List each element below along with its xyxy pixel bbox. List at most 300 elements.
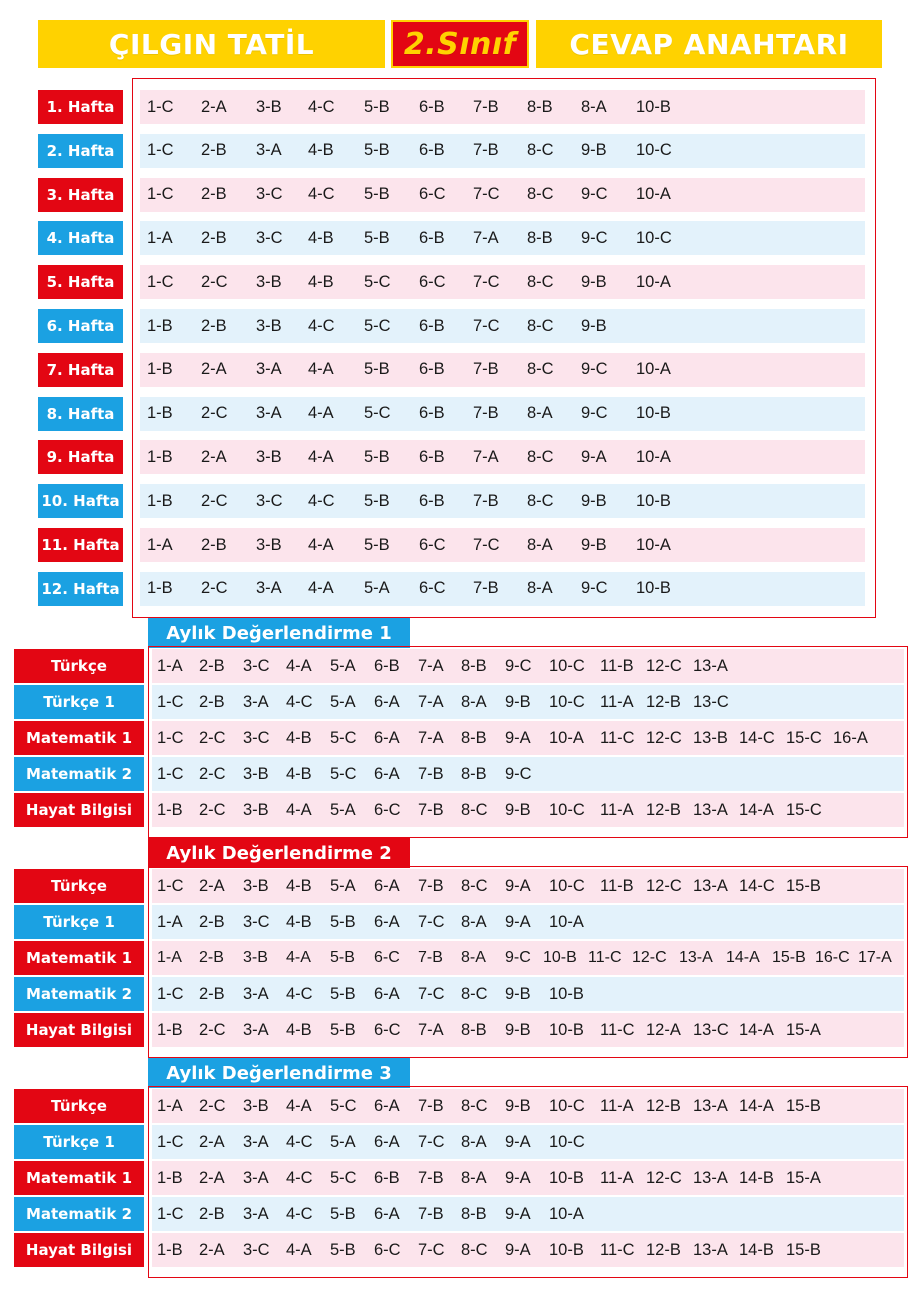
answer: 12-A — [646, 1020, 681, 1039]
answer: 9-A — [505, 1240, 531, 1259]
answer: 8-C — [461, 1096, 488, 1115]
answer: 5-B — [330, 1240, 356, 1259]
answer: 3-C — [256, 228, 283, 247]
answer: 8-A — [527, 579, 553, 598]
answer: 17-A — [858, 949, 892, 966]
answer: 9-C — [505, 656, 532, 675]
answer: 6-B — [374, 1168, 400, 1187]
answer: 3-C — [243, 912, 270, 931]
week-answer-row — [140, 484, 865, 518]
subject-answer-row — [152, 905, 904, 939]
answer: 13-A — [693, 1240, 728, 1259]
answer: 8-C — [527, 272, 554, 291]
answer: 2-B — [201, 185, 227, 204]
answer: 11-C — [600, 728, 635, 747]
answer: 5-A — [330, 876, 356, 895]
answer: 12-C — [646, 656, 682, 675]
answer: 9-B — [581, 141, 607, 160]
answer: 1-C — [157, 1204, 184, 1223]
answer: 5-A — [330, 800, 356, 819]
subject-label: Hayat Bilgisi — [14, 1013, 144, 1047]
answer: 1-A — [157, 949, 182, 966]
answer: 9-A — [581, 447, 607, 466]
answer: 15-B — [772, 949, 806, 966]
header-title: ÇILGIN TATİL — [38, 20, 385, 68]
answer: 5-C — [330, 1096, 357, 1115]
answer: 13-A — [693, 876, 728, 895]
answer: 5-B — [330, 984, 356, 1003]
answer: 1-C — [157, 1132, 184, 1151]
answer: 3-C — [256, 185, 283, 204]
answer: 3-A — [243, 692, 269, 711]
answer: 3-B — [256, 97, 282, 116]
answer: 2-B — [199, 1204, 225, 1223]
answer: 8-C — [527, 447, 554, 466]
answer: 2-B — [199, 692, 225, 711]
answer: 5-A — [364, 579, 390, 598]
answer: 6-A — [374, 876, 400, 895]
answer: 11-A — [600, 1096, 634, 1115]
answer: 7-B — [418, 876, 444, 895]
answer: 6-B — [419, 491, 445, 510]
answer: 7-B — [473, 141, 499, 160]
subject-answer-row — [152, 1197, 904, 1231]
grade-badge: 2.Sınıf — [391, 20, 529, 68]
answer: 2-A — [199, 1168, 225, 1187]
subject-answer-row — [152, 869, 904, 903]
week-label: 11. Hafta — [38, 528, 123, 562]
answer: 15-A — [786, 1168, 821, 1187]
answer: 1-C — [147, 272, 174, 291]
answer: 7-B — [418, 1168, 444, 1187]
answer: 4-C — [286, 692, 313, 711]
answer: 8-A — [461, 1132, 487, 1151]
answer: 5-B — [364, 535, 390, 554]
answer: 9-C — [505, 949, 531, 966]
answer: 7-A — [418, 1020, 444, 1039]
answer: 7-C — [418, 1240, 445, 1259]
answer: 4-B — [286, 912, 312, 931]
answer: 1-B — [157, 1168, 183, 1187]
subject-label: Matematik 2 — [14, 977, 144, 1011]
answer: 4-A — [286, 1240, 312, 1259]
answer: 8-B — [461, 764, 487, 783]
answer: 14-B — [739, 1240, 774, 1259]
answer: 11-C — [600, 1020, 635, 1039]
answer: 3-C — [243, 1240, 270, 1259]
answer: 2-B — [201, 316, 227, 335]
answer: 12-B — [646, 800, 681, 819]
answer: 6-B — [419, 360, 445, 379]
answer: 5-B — [330, 912, 356, 931]
answer: 1-C — [157, 984, 184, 1003]
answer: 10-A — [636, 535, 671, 554]
answer: 5-B — [330, 949, 355, 966]
answer: 10-B — [549, 1240, 584, 1259]
answer: 10-B — [636, 404, 671, 423]
answer: 6-B — [419, 141, 445, 160]
answer: 3-B — [256, 535, 282, 554]
week-label: 7. Hafta — [38, 353, 123, 387]
week-answer-row — [140, 397, 865, 431]
answer: 6-C — [374, 800, 401, 819]
answer: 4-C — [308, 185, 335, 204]
answer: 9-C — [581, 360, 608, 379]
answer: 11-B — [600, 876, 634, 895]
answer: 10-B — [636, 579, 671, 598]
answer: 7-C — [473, 272, 500, 291]
week-label: 3. Hafta — [38, 178, 123, 212]
answer: 9-B — [581, 535, 607, 554]
answer: 6-B — [419, 404, 445, 423]
week-answer-row — [140, 572, 865, 606]
answer: 15-B — [786, 1096, 821, 1115]
answer: 5-C — [364, 316, 391, 335]
answer: 5-C — [364, 404, 391, 423]
answer: 2-B — [201, 535, 227, 554]
answer: 5-B — [330, 1204, 356, 1223]
week-answer-row — [140, 353, 865, 387]
answer: 6-A — [374, 764, 400, 783]
answer: 10-B — [543, 949, 577, 966]
answer: 8-C — [461, 1240, 488, 1259]
answer: 4-B — [308, 228, 334, 247]
answer: 8-C — [461, 984, 488, 1003]
answer: 6-C — [419, 185, 446, 204]
answer: 2-C — [199, 1096, 226, 1115]
answer: 8-B — [461, 1020, 487, 1039]
answer: 6-A — [374, 984, 400, 1003]
answer: 3-A — [256, 404, 282, 423]
monthly-section-title: Aylık Değerlendirme 2 — [148, 838, 410, 868]
answer: 7-B — [473, 360, 499, 379]
answer: 1-A — [157, 1096, 183, 1115]
answer: 8-B — [461, 656, 487, 675]
answer: 9-C — [581, 228, 608, 247]
answer: 8-B — [527, 228, 553, 247]
answer: 10-B — [549, 1020, 584, 1039]
answer: 9-B — [505, 692, 531, 711]
answer: 10-A — [549, 1204, 584, 1223]
answer: 6-C — [374, 949, 400, 966]
answer: 4-C — [286, 1168, 313, 1187]
answer: 6-C — [374, 1020, 401, 1039]
answer: 10-C — [549, 800, 585, 819]
answer: 10-A — [549, 728, 584, 747]
answer: 2-A — [201, 97, 227, 116]
answer: 12-B — [646, 1096, 681, 1115]
answer: 2-B — [201, 141, 227, 160]
answer: 9-C — [581, 579, 608, 598]
answer: 15-C — [786, 728, 822, 747]
answer: 3-A — [256, 579, 282, 598]
answer: 2-C — [201, 404, 228, 423]
answer: 7-C — [473, 316, 500, 335]
subject-label: Matematik 1 — [14, 941, 144, 975]
answer: 1-A — [157, 656, 183, 675]
answer: 1-B — [147, 579, 173, 598]
subject-label: Matematik 1 — [14, 721, 144, 755]
answer: 6-C — [419, 535, 446, 554]
answer: 7-C — [418, 1132, 445, 1151]
answer: 1-B — [147, 404, 173, 423]
answer: 4-B — [286, 1020, 312, 1039]
answer: 7-B — [418, 1204, 444, 1223]
answer: 12-C — [646, 728, 682, 747]
answer: 13-C — [693, 692, 729, 711]
answer: 8-A — [527, 404, 553, 423]
answer: 2-B — [199, 912, 225, 931]
answer: 14-C — [739, 728, 775, 747]
answer: 4-B — [308, 272, 334, 291]
answer: 7-C — [473, 185, 500, 204]
answer: 2-A — [199, 876, 225, 895]
answer: 4-A — [308, 535, 334, 554]
answer: 12-B — [646, 692, 681, 711]
answer: 10-B — [636, 97, 671, 116]
answer: 4-B — [286, 764, 312, 783]
answer: 4-B — [286, 876, 312, 895]
answer: 10-B — [549, 984, 584, 1003]
answer: 1-A — [157, 912, 183, 931]
answer: 3-A — [243, 984, 269, 1003]
answer: 1-C — [157, 876, 184, 895]
answer: 8-B — [527, 97, 553, 116]
subject-answer-row — [152, 793, 904, 827]
answer: 6-B — [419, 97, 445, 116]
answer: 16-A — [833, 728, 868, 747]
answer: 4-A — [308, 404, 334, 423]
answer: 7-B — [473, 579, 499, 598]
answer: 9-B — [505, 984, 531, 1003]
answer: 10-C — [549, 692, 585, 711]
answer: 4-A — [286, 656, 312, 675]
answer: 5-B — [364, 491, 390, 510]
answer: 6-A — [374, 692, 400, 711]
answer: 5-C — [330, 764, 357, 783]
answer: 3-A — [256, 360, 282, 379]
answer: 2-C — [201, 579, 228, 598]
answer: 2-B — [199, 984, 225, 1003]
monthly-section-title: Aylık Değerlendirme 3 — [148, 1058, 410, 1088]
week-label: 6. Hafta — [38, 309, 123, 343]
week-label: 12. Hafta — [38, 572, 123, 606]
answer: 6-C — [419, 272, 446, 291]
subject-label: Matematik 2 — [14, 757, 144, 791]
answer: 11-C — [588, 949, 622, 966]
answer: 1-B — [157, 1240, 183, 1259]
answer: 7-B — [418, 764, 444, 783]
week-label: 1. Hafta — [38, 90, 123, 124]
subject-label: Matematik 2 — [14, 1197, 144, 1231]
answer: 9-A — [505, 876, 531, 895]
answer: 2-C — [199, 728, 226, 747]
answer: 7-C — [473, 535, 500, 554]
answer: 2-A — [201, 360, 227, 379]
answer: 3-B — [243, 949, 268, 966]
answer: 10-C — [636, 228, 672, 247]
answer: 3-B — [243, 876, 269, 895]
answer: 2-C — [201, 491, 228, 510]
answer: 6-A — [374, 912, 400, 931]
answer: 9-B — [581, 316, 607, 335]
header-subtitle: CEVAP ANAHTARI — [536, 20, 882, 68]
answer: 4-C — [286, 984, 313, 1003]
answer: 5-A — [330, 692, 356, 711]
answer: 14-A — [739, 1020, 774, 1039]
answer: 14-B — [739, 1168, 774, 1187]
answer: 9-A — [505, 1168, 531, 1187]
answer: 4-C — [308, 491, 335, 510]
week-answer-row — [140, 309, 865, 343]
week-label: 9. Hafta — [38, 440, 123, 474]
answer: 1-C — [157, 728, 184, 747]
answer: 14-C — [739, 876, 775, 895]
answer: 4-B — [308, 141, 334, 160]
week-answer-row — [140, 265, 865, 299]
answer: 4-B — [286, 728, 312, 747]
answer: 11-C — [600, 1240, 635, 1259]
answer: 13-A — [693, 1168, 728, 1187]
answer: 1-C — [157, 764, 184, 783]
answer: 3-C — [243, 728, 270, 747]
answer: 7-B — [418, 1096, 444, 1115]
answer: 1-B — [157, 1020, 183, 1039]
answer: 12-C — [646, 876, 682, 895]
answer: 12-B — [646, 1240, 681, 1259]
answer: 7-A — [473, 447, 499, 466]
answer: 11-B — [600, 656, 634, 675]
answer: 2-C — [201, 272, 228, 291]
answer: 3-B — [243, 1096, 269, 1115]
subject-label: Türkçe — [14, 1089, 144, 1123]
answer: 14-A — [739, 1096, 774, 1115]
answer: 8-C — [527, 360, 554, 379]
answer: 5-C — [330, 728, 357, 747]
answer: 3-B — [243, 764, 269, 783]
answer: 13-A — [693, 800, 728, 819]
answer: 4-A — [286, 1096, 312, 1115]
subject-answer-row — [152, 1233, 904, 1267]
answer: 11-A — [600, 800, 634, 819]
answer: 5-A — [330, 656, 356, 675]
answer: 10-C — [549, 1132, 585, 1151]
answer: 2-C — [199, 764, 226, 783]
answer: 10-C — [549, 876, 585, 895]
answer: 13-A — [679, 949, 713, 966]
answer: 9-B — [581, 491, 607, 510]
answer: 7-A — [418, 692, 444, 711]
week-label: 4. Hafta — [38, 221, 123, 255]
answer: 1-A — [147, 228, 173, 247]
answer: 8-A — [581, 97, 607, 116]
answer: 8-A — [461, 949, 486, 966]
subject-label: Türkçe 1 — [14, 685, 144, 719]
subject-answer-row — [152, 649, 904, 683]
week-answer-row — [140, 528, 865, 562]
answer: 1-B — [157, 800, 183, 819]
answer: 1-B — [147, 316, 173, 335]
answer: 6-A — [374, 1096, 400, 1115]
answer: 11-A — [600, 692, 634, 711]
answer: 8-C — [527, 185, 554, 204]
answer: 3-A — [243, 1168, 269, 1187]
subject-answer-row — [152, 757, 904, 791]
answer: 3-B — [256, 316, 282, 335]
answer: 8-A — [527, 535, 553, 554]
subject-answer-row — [152, 1125, 904, 1159]
subject-label: Türkçe — [14, 649, 144, 683]
answer: 6-C — [419, 579, 446, 598]
answer: 10-A — [636, 272, 671, 291]
subject-label: Hayat Bilgisi — [14, 1233, 144, 1267]
answer: 5-B — [364, 97, 390, 116]
answer: 6-B — [419, 316, 445, 335]
subject-answer-row — [152, 977, 904, 1011]
answer: 12-C — [646, 1168, 682, 1187]
answer: 8-A — [461, 1168, 487, 1187]
week-answer-row — [140, 221, 865, 255]
answer: 15-A — [786, 1020, 821, 1039]
answer: 10-C — [636, 141, 672, 160]
answer: 2-B — [199, 949, 224, 966]
answer: 1-C — [157, 692, 184, 711]
week-answer-row — [140, 90, 865, 124]
answer: 9-C — [505, 764, 532, 783]
answer: 3-A — [243, 1132, 269, 1151]
answer: 12-C — [632, 949, 667, 966]
answer: 3-A — [243, 1204, 269, 1223]
answer: 2-A — [199, 1240, 225, 1259]
answer: 5-B — [364, 141, 390, 160]
answer: 7-B — [418, 800, 444, 819]
subject-label: Türkçe 1 — [14, 1125, 144, 1159]
answer: 10-A — [636, 447, 671, 466]
answer: 10-A — [549, 912, 584, 931]
week-label: 10. Hafta — [38, 484, 123, 518]
answer: 4-A — [308, 447, 334, 466]
week-answer-row — [140, 440, 865, 474]
answer: 4-A — [286, 949, 311, 966]
week-answer-row — [140, 134, 865, 168]
answer: 16-C — [815, 949, 850, 966]
answer: 7-A — [418, 656, 444, 675]
answer: 6-C — [374, 1240, 401, 1259]
answer: 5-B — [364, 360, 390, 379]
answer: 4-C — [286, 1204, 313, 1223]
answer: 2-C — [199, 800, 226, 819]
answer: 15-B — [786, 1240, 821, 1259]
answer: 8-C — [461, 876, 488, 895]
answer: 3-B — [243, 800, 269, 819]
answer: 2-B — [199, 656, 225, 675]
subject-answer-row — [152, 941, 904, 975]
answer: 4-A — [308, 360, 334, 379]
subject-answer-row — [152, 1013, 904, 1047]
answer: 7-A — [473, 228, 499, 247]
answer: 3-C — [243, 656, 270, 675]
answer: 8-A — [461, 692, 487, 711]
answer: 8-B — [461, 1204, 487, 1223]
answer: 10-C — [549, 1096, 585, 1115]
answer: 6-B — [374, 656, 400, 675]
answer: 2-A — [199, 1132, 225, 1151]
answer: 9-B — [505, 1020, 531, 1039]
subject-answer-row — [152, 1161, 904, 1195]
answer: 8-C — [527, 316, 554, 335]
answer: 9-B — [505, 800, 531, 819]
answer: 1-C — [147, 141, 174, 160]
